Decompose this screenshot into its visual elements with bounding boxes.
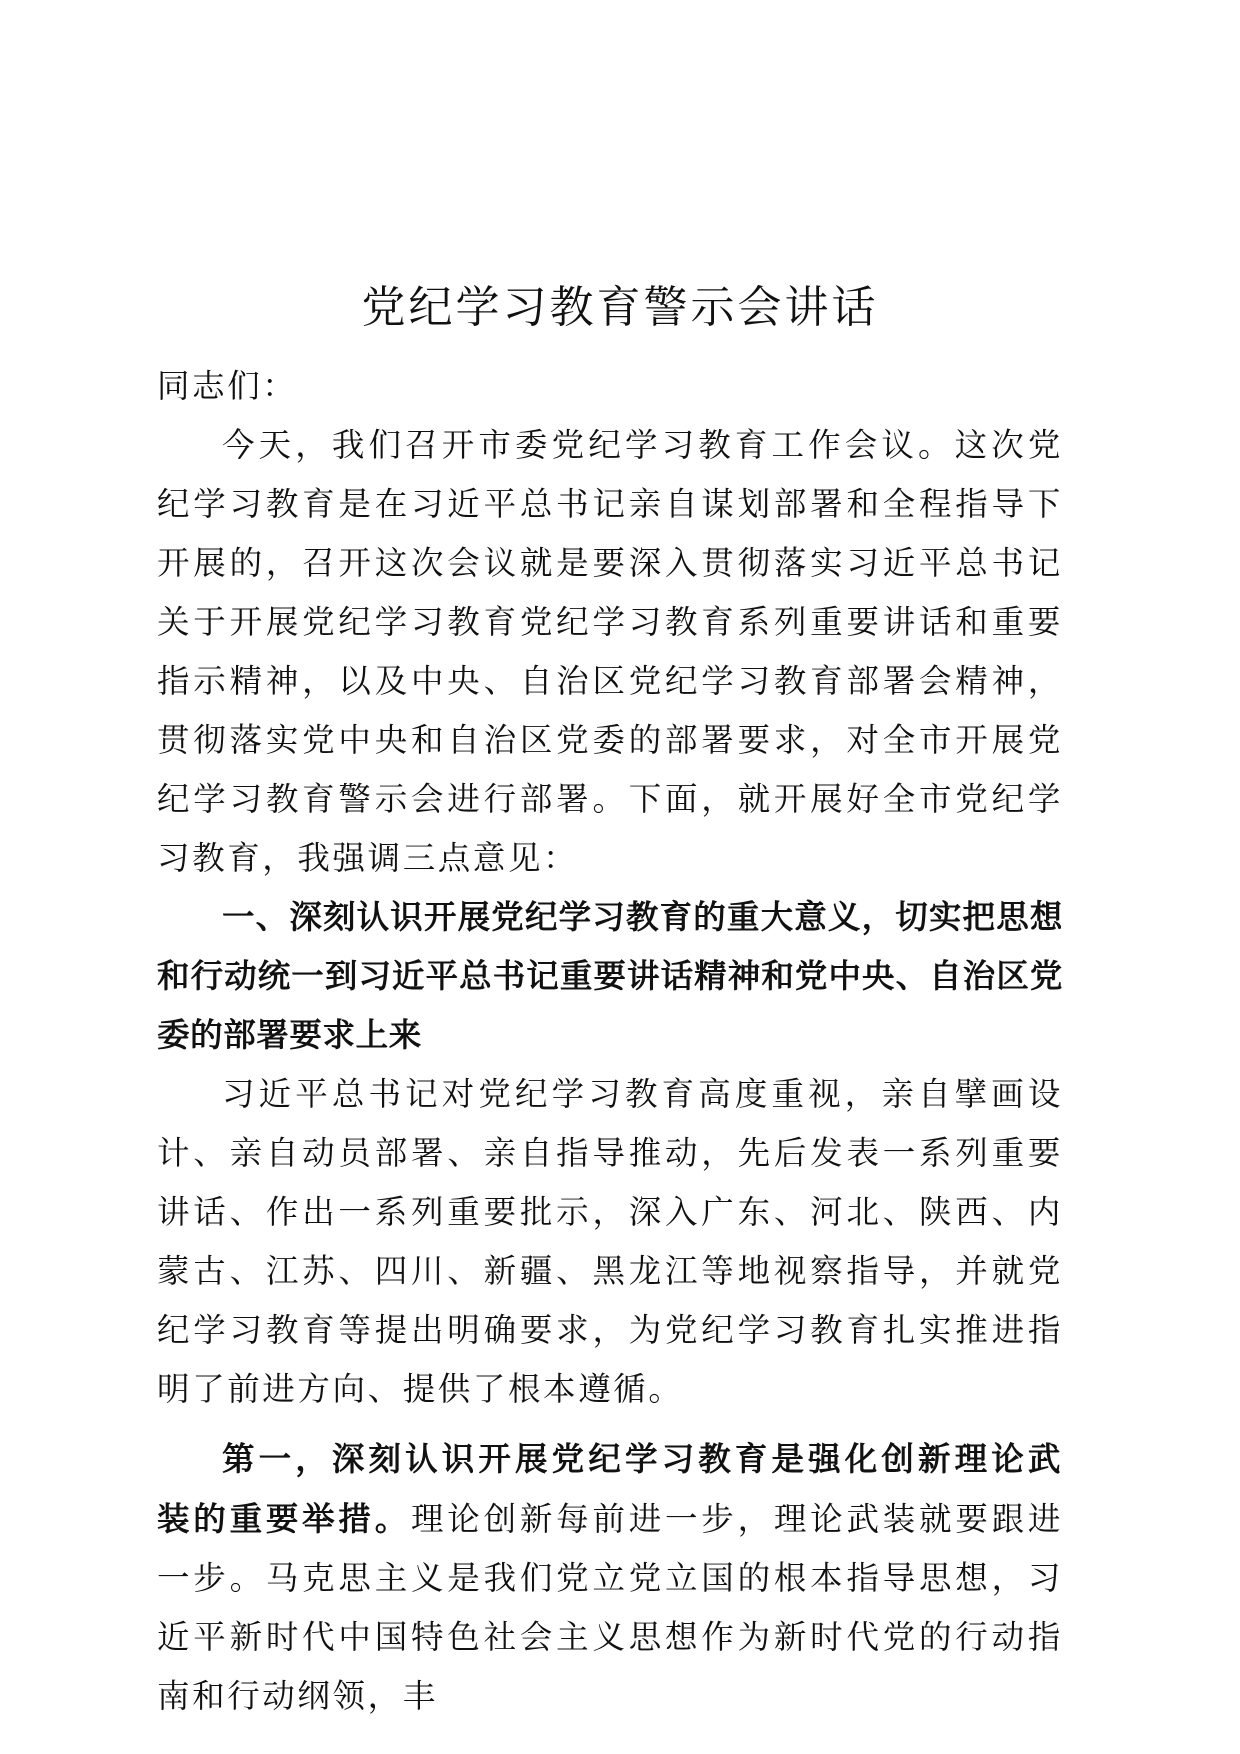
- first-point-lead: 第一，深刻认识开展党纪学习教育是强化创新理论武装的重要举措。: [157, 1439, 1063, 1538]
- section-heading-1: 一、深刻认识开展党纪学习教育的重大意义，切实把思想和行动统一到习近平总书记重要讲话精神和党中央、自治区党委的部署要求上来: [157, 898, 1063, 1054]
- first-point-text: 理论创新每前进一步，理论武装就要跟进一步。马克思主义是我们党立党立国的根本指导思想，习近平新时代中国特色社会主义思想作为新时代党的行动指南和行动纲领，丰: [157, 1500, 1063, 1715]
- salutation: 同志们：: [157, 367, 298, 405]
- paragraph-guidance: 习近平总书记对党纪学习教育高度重视，亲自擘画设计、亲自动员部署、亲自指导推动，先后发表一系列重要讲话、作出一系列重要批示，深入广东、河北、陕西、内蒙古、江苏、四川、新疆、黑龙江等地视察指导，并就党纪学习教育等提出明确要求，为党纪学习教育扎实推进指明了前进方向、提供了根本遵循。: [157, 1075, 1063, 1408]
- paragraph-first-point: [157, 1429, 1063, 1726]
- document-body: [157, 357, 1063, 1726]
- document-title: 党纪学习教育警示会讲话: [361, 282, 879, 333]
- paragraph-intro: 今天，我们召开市委党纪学习教育工作会议。这次党纪学习教育是在习近平总书记亲自谋划部署和全程指导下开展的，召开这次会议就是要深入贯彻落实习近平总书记关于开展党纪学习教育党纪学习教育系列重要讲话和重要指示精神，以及中央、自治区党纪学习教育部署会精神，贯彻落实党中央和自治区党委的部署要求，对全市开展党纪学习教育警示会进行部署。下面，就开展好全市党纪学习教育，我强调三点意见：: [157, 426, 1063, 877]
